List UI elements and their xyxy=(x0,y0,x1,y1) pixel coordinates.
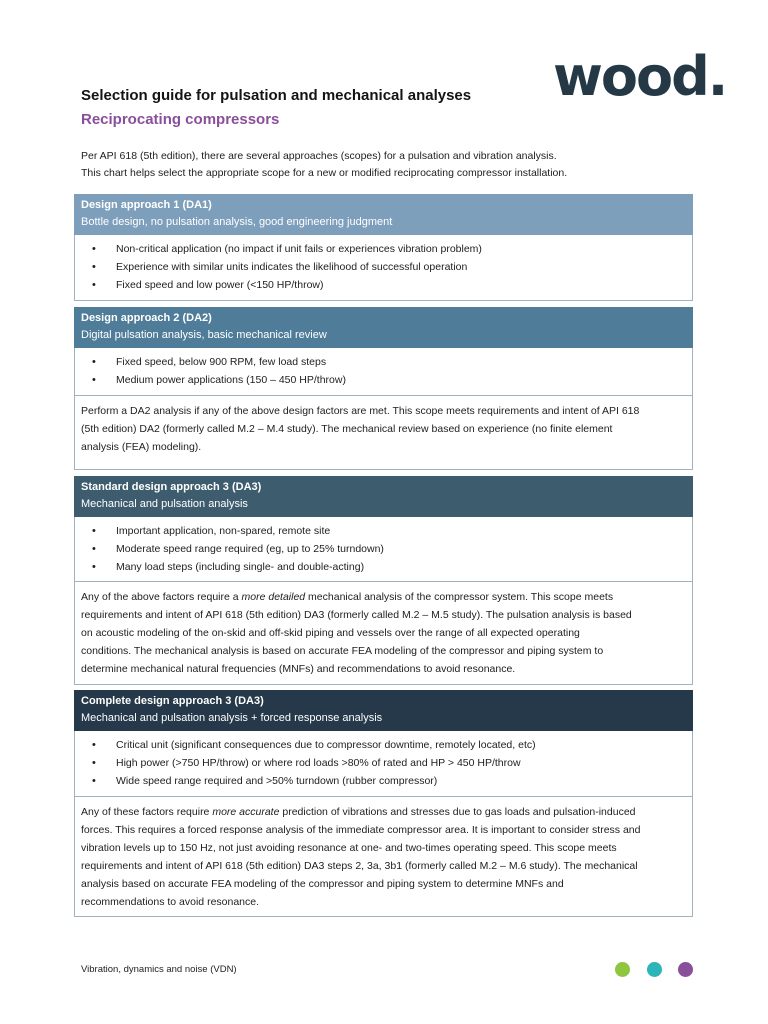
list-item: • Non-critical application (no impact if unit fails or experiences vibration problem) xyxy=(75,240,692,258)
list-item: • Fixed speed, below 900 RPM, few load steps xyxy=(75,353,692,371)
da3-standard-header xyxy=(74,476,693,517)
intro-line: This chart helps select the appropriate scope for a new or modified reciprocating compressor installation. xyxy=(81,167,568,179)
paragraph-line: vibration levels up to 150 Hz, not just avoiding resonance at one- and two-times operating speed. This scope meets xyxy=(81,842,617,854)
page-subtitle: Reciprocating compressors xyxy=(81,111,280,128)
purple-dot-icon xyxy=(678,962,693,977)
paragraph-line xyxy=(81,588,686,606)
paragraph-line: analysis (FEA) modeling). xyxy=(81,441,202,453)
paragraph-line: determine mechanical natural frequencies (MNFs) and recommendations to avoid resonance. xyxy=(81,663,516,675)
paragraph-line: (5th edition) DA2 (formerly called M.2 – M.4 study). The mechanical review based on experience (no finite element xyxy=(81,423,613,435)
da3-complete-subheading: Mechanical and pulsation analysis + forced response analysis xyxy=(81,712,383,724)
da3-complete-header xyxy=(74,690,693,731)
list-item: • Experience with similar units indicates the likelihood of successful operation xyxy=(75,258,692,276)
paragraph-line: recommendations to avoid resonance. xyxy=(81,896,260,908)
da3-standard-section xyxy=(74,476,693,685)
emphasis-text: more accurate xyxy=(212,806,280,818)
da3-standard-paragraph xyxy=(74,582,693,685)
da2-paragraph xyxy=(74,396,693,470)
list-item: • Moderate speed range required (eg, up to 25% turndown) xyxy=(75,540,692,558)
text-span: mechanical analysis of the compressor system. This scope meets xyxy=(305,591,614,603)
text-span: Any of the above factors require a xyxy=(81,591,242,603)
emphasis-text: more detailed xyxy=(241,591,306,603)
da2-heading: Design approach 2 (DA2) xyxy=(81,312,212,324)
da3-standard-bullets xyxy=(74,517,693,582)
da1-bullets xyxy=(74,235,693,301)
list-item: • Fixed speed and low power (<150 HP/throw) xyxy=(75,276,692,294)
wood-logo: wood. xyxy=(553,45,727,108)
da1-section xyxy=(74,194,693,301)
da2-section xyxy=(74,307,693,470)
da2-bullets xyxy=(74,348,693,396)
paragraph-line: on acoustic modeling of the on-skid and off-skid piping and vessels over the range of all expected operating xyxy=(81,627,580,639)
intro-text xyxy=(81,148,681,182)
da3-complete-paragraph xyxy=(74,797,693,917)
da3-standard-heading: Standard design approach 3 (DA3) xyxy=(81,481,262,493)
paragraph-line: Perform a DA2 analysis if any of the above design factors are met. This scope meets requirements and intent of API 618 xyxy=(81,405,640,417)
da3-standard-subheading: Mechanical and pulsation analysis xyxy=(81,498,248,510)
intro-line: Per API 618 (5th edition), there are several approaches (scopes) for a pulsation and vibration analysis. xyxy=(81,150,557,162)
paragraph-line: requirements and intent of API 618 (5th edition) DA3 (formerly called M.2 – M.5 study). The pulsation analysis is based xyxy=(81,609,632,621)
da1-subheading: Bottle design, no pulsation analysis, good engineering judgment xyxy=(81,216,393,228)
footer-text: Vibration, dynamics and noise (VDN) xyxy=(81,964,237,975)
teal-dot-icon xyxy=(647,962,662,977)
list-item: • Wide speed range required and >50% turndown (rubber compressor) xyxy=(75,772,692,790)
text-span: Any of these factors require xyxy=(81,806,213,818)
page-title: Selection guide for pulsation and mechanical analyses xyxy=(81,87,472,104)
da1-header xyxy=(74,194,693,235)
list-item: • Many load steps (including single- and double-acting) xyxy=(75,558,692,576)
paragraph-line xyxy=(81,803,686,821)
list-item: • Medium power applications (150 – 450 HP/throw) xyxy=(75,371,692,389)
da3-complete-section xyxy=(74,690,693,917)
paragraph-line: forces. This requires a forced response analysis of the immediate compressor area. It is important to consider stress and xyxy=(81,824,641,836)
paragraph-line: requirements and intent of API 618 (5th edition) DA3 steps 2, 3a, 3b1 (formerly called M.2 – M.6 study). The mechanical xyxy=(81,860,638,872)
text-span: prediction of vibrations and stresses due to gas loads and pulsation-induced xyxy=(279,806,636,818)
list-item: • Important application, non-spared, remote site xyxy=(75,522,692,540)
da2-subheading: Digital pulsation analysis, basic mechanical review xyxy=(81,329,327,341)
da2-header xyxy=(74,307,693,348)
da1-heading: Design approach 1 (DA1) xyxy=(81,199,212,211)
paragraph-line: conditions. The mechanical analysis is based on accurate FEA modeling of the compressor and piping system to xyxy=(81,645,604,657)
green-dot-icon xyxy=(615,962,630,977)
da3-complete-heading: Complete design approach 3 (DA3) xyxy=(81,695,264,707)
paragraph-line: analysis based on accurate FEA modeling of the compressor and piping system to determine MNFs and xyxy=(81,878,564,890)
list-item: • High power (>750 HP/throw) or where rod loads >80% of rated and HP > 450 HP/throw xyxy=(75,754,692,772)
list-item: • Critical unit (significant consequences due to compressor downtime, remotely located, etc) xyxy=(75,736,692,754)
da3-complete-bullets xyxy=(74,731,693,797)
